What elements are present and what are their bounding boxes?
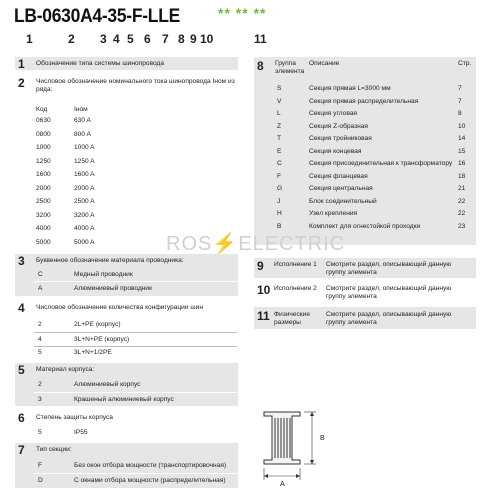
index-8: 8 [178,32,185,46]
section-9-label: Исполнение 1 [274,261,317,268]
element-desc: Секция прямая распределительная [309,97,419,105]
section-4-code-2: 4 [38,336,42,343]
index-11: 11 [254,32,267,46]
section-5-divider [34,392,237,393]
section-7-code-2: D [38,477,43,484]
current-value: 800 A [74,130,91,138]
section-10-text: Смотрите раздел, описывающий данную группу элемента [326,285,452,301]
element-desc: Секция прямая L=3000 мм [309,85,391,92]
section-5-desc-2: Крашеный алюминиевый корпус [74,396,174,403]
section-9-number: 9 [257,259,264,273]
current-code: 0800 [36,130,51,138]
element-group: B [277,222,282,230]
current-code: 3200 [36,211,51,219]
section-3-title: Буквенное обозначение материала проводника: [36,257,184,264]
section-2-number: 2 [18,76,25,90]
element-desc: Секция присоединительная к трансформатору [309,160,453,167]
element-group: V [277,97,282,105]
current-code: 1600 [36,171,51,178]
element-desc: Секция фланцевая [309,172,368,180]
current-value: 1250 A [74,157,95,165]
element-page: 7 [458,85,462,92]
index-4: 4 [113,32,120,46]
current-value: 1000 A [74,144,95,151]
current-code: 4000 [36,225,51,232]
section-4-divider-1 [34,332,237,333]
element-page: 15 [458,147,466,155]
element-desc: Секция Z-образная [309,122,369,130]
section-5-title: Материал корпуса: [36,366,95,373]
current-code: 0630 [36,117,51,124]
current-value: 1600 A [74,171,95,178]
section-5-code-1: 2 [38,381,42,388]
section-6-code-1: 5 [38,429,42,436]
section-4-divider-2 [34,346,237,347]
element-group: Z [277,122,282,130]
index-10: 10 [200,32,214,46]
index-2: 2 [68,32,75,46]
current-value: 3200 A [74,211,95,219]
element-group: J [277,197,281,205]
element-desc: Узел крепления [309,210,358,217]
element-page: 18 [458,172,466,180]
section-3-code-1: C [38,271,43,278]
section-6-desc-1: IP55 [74,429,88,436]
section-3-number: 3 [18,254,25,268]
current-value: 2500 A [74,198,95,205]
section-7-number: 7 [18,443,25,457]
section-1-title: Обозначение типа системы шинопровода [36,60,165,67]
element-page: 22 [458,197,466,205]
current-code: 5000 [36,238,51,246]
dimension-a-label: A [280,481,285,488]
section-6-number: 6 [18,411,25,425]
element-page: 21 [458,185,466,192]
current-value: 4000 A [74,225,95,232]
section-2-title: Числовое обозначение номинального тока шинопровода Iном из ряда: [36,78,235,94]
element-desc: Секция тройниковая [309,135,372,142]
element-group: S [277,85,282,92]
section-5-number: 5 [18,363,25,377]
watermark [166,231,345,256]
index-5: 5 [127,32,134,46]
element-group: T [277,135,282,142]
product-code: LB-0630A4-35-F-LLE [14,6,180,27]
index-1: 1 [26,32,33,46]
section-11-label: Физические размеры [274,311,311,327]
busbar-cross-section-drawing [258,406,330,488]
current-code: 2000 [36,184,51,192]
section-4-code-3: 5 [38,349,42,356]
element-page: 16 [458,160,466,167]
section-4-number: 4 [18,301,25,315]
section-4-desc-2: 3L+N+PE (корпус) [74,336,130,343]
section-3-divider [34,281,237,282]
section-3-desc-2: Алюминиевый проводник [74,285,152,292]
section-8-col-group: Группа элемента [275,60,305,76]
element-group: G [277,185,283,192]
element-group: C [277,160,282,167]
dimension-b-label: B [320,435,325,442]
section-4-code-1: 2 [38,321,42,328]
element-desc: Секция угловая [309,110,357,117]
section-7-code-1: F [38,462,43,469]
section-11-text: Смотрите раздел, описывающий данную группу элемента [326,311,452,327]
current-code: 2500 [36,198,51,205]
section-2-col-inom: Iном [74,106,88,113]
section-3-desc-1: Медный проводник [74,271,133,278]
section-4-desc-3: 3L+N+1/2PE [74,349,112,356]
element-page: 8 [458,110,462,117]
element-desc: Блок соединительный [309,197,377,205]
section-8-number: 8 [257,59,264,73]
section-11-number: 11 [257,309,270,323]
section-4-title: Числовое обозначение количества конфигурации шин [36,304,203,311]
element-desc: Комплект для огнестойкой проходки [309,222,421,230]
section-9-text: Смотрите раздел, описывающий данную группу элемента [326,261,452,277]
section-1-number: 1 [18,57,25,71]
watermark-right: ELECTRIC [238,233,346,255]
section-7-desc-1: Без окон отбора мощности (транспортировочная) [74,462,227,469]
element-page: 23 [458,222,466,230]
section-4-desc-1: 2L+PE (корпус) [74,321,121,328]
current-code: 1000 [36,144,51,151]
section-7-divider [34,473,237,474]
section-6-title: Степень защиты корпуса [36,414,113,421]
element-desc: Секция центральная [309,185,373,192]
bolt-icon: ⚡ [212,233,239,255]
element-page: 10 [458,122,466,130]
placeholder-stars: ** ** ** [218,5,267,21]
section-2-col-code: Код [36,106,48,113]
section-7-title: Тип секции: [36,446,72,453]
section-10-number: 10 [257,283,271,297]
section-10-label: Исполнение 2 [274,285,317,292]
current-value: 630 A [74,117,91,124]
index-9: 9 [190,32,197,46]
index-6: 6 [144,32,151,46]
index-3: 3 [100,32,107,46]
element-page: 22 [458,210,466,217]
section-8-col-desc: Описание [309,60,340,67]
element-desc: Секция концевая [309,147,362,155]
element-group: H [277,210,282,217]
section-7-desc-2: С окнами отбора мощности (распределительная) [74,477,226,484]
current-code: 1250 [36,157,51,165]
element-group: F [277,172,282,180]
element-page: 7 [458,97,462,105]
section-5-code-2: 3 [38,396,42,403]
current-value: 2000 A [74,184,95,192]
current-value: 5000 A [74,238,95,246]
index-7: 7 [162,32,169,46]
section-8-col-page: Стр. [458,60,472,67]
section-3-code-2: A [38,285,43,292]
element-group: E [277,147,282,155]
element-page: 14 [458,135,466,142]
section-5-desc-1: Алюминиевый корпус [74,381,141,388]
element-group: L [277,110,281,117]
watermark-left: ROS [166,233,213,255]
